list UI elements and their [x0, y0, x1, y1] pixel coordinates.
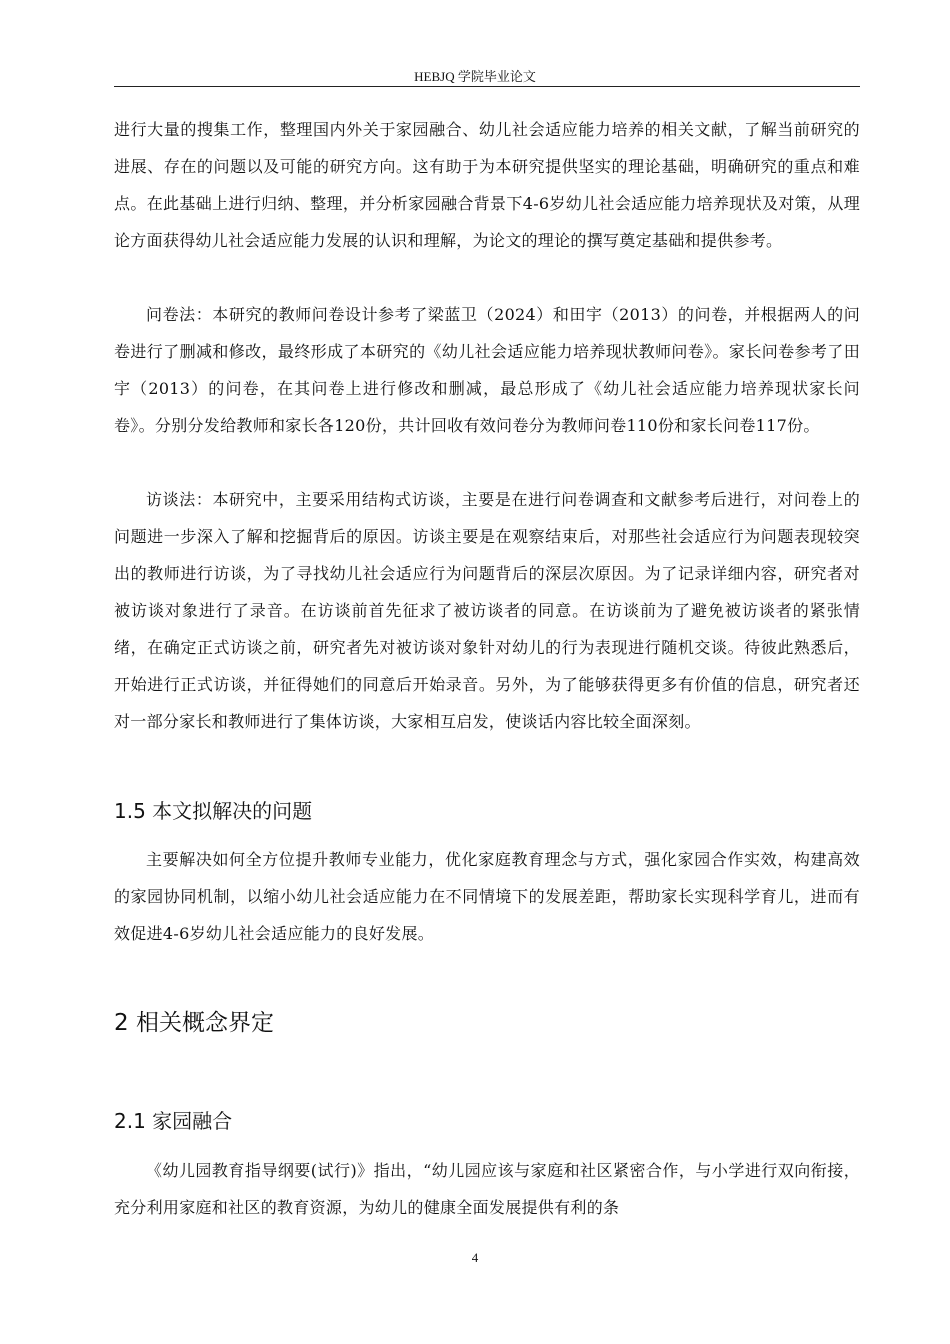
- header-divider: [114, 86, 860, 87]
- page-number: 4: [471, 1250, 479, 1265]
- section-heading-1-5: 1.5 本文拟解决的问题: [114, 799, 313, 823]
- body-paragraph-questionnaire: 问卷法：本研究的教师问卷设计参考了梁蓝卫（2024）和田宇（2013）的问卷，并根据两人的问卷进行了删减和修改，最终形成了本研究的《幼儿社会适应能力培养现状教师问卷》。家长问卷参考了田宇（2013）的问卷，在其问卷上进行修改和删减，最总形成了《幼儿社会适应能力培养现状家长问卷》。分别分发给教师和家长各120份，共计回收有效问卷分为教师问卷110份和家长问卷117份。: [114, 305, 860, 435]
- body-paragraph-home-kindergarten: 《幼儿园教育指导纲要(试行)》指出，“幼儿园应该与家庭和社区紧密合作，与小学进行双向衔接，充分利用家庭和社区的教育资源，为幼儿的健康全面发展提供有利的条: [114, 1161, 860, 1217]
- section-heading-2-1: 2.1 家园融合: [114, 1109, 233, 1133]
- body-paragraph-interview: 访谈法：本研究中，主要采用结构式访谈，主要是在进行问卷调查和文献参考后进行，对问卷上的问题进一步深入了解和挖掘背后的原因。访谈主要是在观察结束后，对那些社会适应行为问题表现较突出的教师进行访谈，为了寻找幼儿社会适应行为问题背后的深层次原因。为了记录详细内容，研究者对被访谈对象进行了录音。在访谈前首先征求了被访谈者的同意。在访谈前为了避免被访谈者的紧张情绪，在确定正式访谈之前，研究者先对被访谈对象针对幼儿的行为表现进行随机交谈。待彼此熟悉后，开始进行正式访谈，并征得她们的同意后开始录音。另外，为了能够获得更多有价值的信息，研究者还对一部分家长和教师进行了集体访谈，大家相互启发，使谈话内容比较全面深刻。: [114, 490, 860, 731]
- chapter-heading-2: 2 相关概念界定: [114, 1010, 274, 1036]
- body-paragraph-problems: 主要解决如何全方位提升教师专业能力，优化家庭教育理念与方式，强化家园合作实效，构建高效的家园协同机制，以缩小幼儿社会适应能力在不同情境下的发展差距，帮助家长实现科学育儿，进而有效促进4-6岁幼儿社会适应能力的良好发展。: [114, 850, 860, 943]
- running-header: HEBJQ 学院毕业论文: [414, 69, 536, 84]
- body-paragraph-literature: 进行大量的搜集工作，整理国内外关于家园融合、幼儿社会适应能力培养的相关文献，了解当前研究的进展、存在的问题以及可能的研究方向。这有助于为本研究提供坚实的理论基础，明确研究的重点和难点。在此基础上进行归纳、整理，并分析家园融合背景下4-6岁幼儿社会适应能力培养现状及对策，从理论方面获得幼儿社会适应能力发展的认识和理解，为论文的理论的撰写奠定基础和提供参考。: [114, 120, 860, 250]
